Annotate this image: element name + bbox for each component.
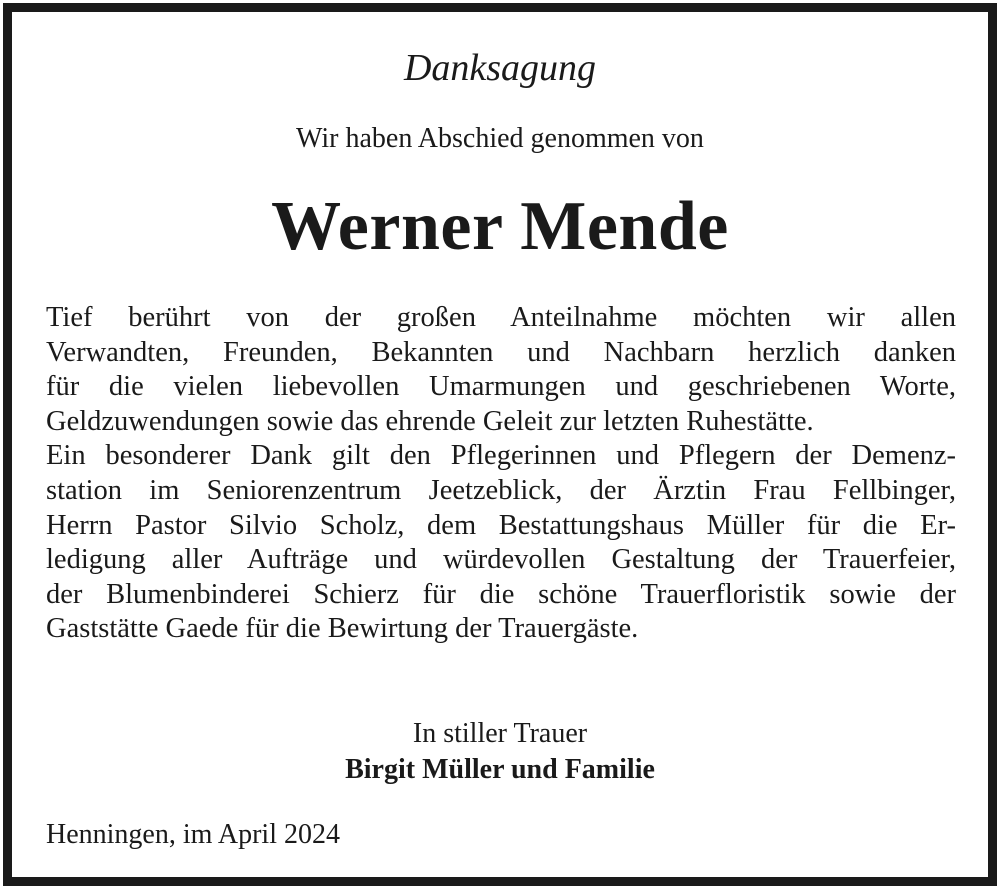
body-line: station im Seniorenzentrum Jeetzeblick, der Ärztin Frau Fellbinger,	[46, 474, 956, 506]
body-line: Gaststätte Gaede für die Bewirtung der Trauergäste.	[46, 613, 639, 645]
body-line: Herrn Pastor Silvio Scholz, dem Bestattungshaus Müller für die Er-	[46, 509, 956, 541]
body-line: Verwandten, Freunden, Bekannten und Nachbarn herzlich danken	[46, 336, 956, 368]
body-line: für die vielen liebevollen Umarmungen und geschriebenen Worte,	[46, 371, 956, 403]
body-line: Ein besonderer Dank gilt den Pflegerinnen und Pflegern der Demenz-	[46, 440, 956, 472]
thank-you-text	[46, 301, 956, 647]
obituary-notice	[11, 11, 989, 878]
place-and-date: Henningen, im April 2024	[46, 819, 340, 850]
notice-heading: Danksagung	[403, 47, 597, 89]
body-line: Tief berührt von der großen Anteilnahme möchten wir allen	[46, 302, 956, 333]
signers: Birgit Müller und Familie	[345, 754, 655, 785]
intro-text: Wir haben Abschied genommen von	[296, 123, 704, 154]
body-line: der Blumenbinderei Schierz für die schöne Trauerfloristik sowie der	[46, 578, 956, 610]
body-line: Geldzuwendungen sowie das ehrende Geleit zur letzten Ruhestätte.	[46, 405, 814, 437]
body-line: ledigung aller Aufträge und würdevollen Gestaltung der Trauerfeier,	[46, 544, 956, 576]
deceased-name: Werner Mende	[271, 188, 729, 265]
mourning-line: In stiller Trauer	[412, 718, 588, 749]
